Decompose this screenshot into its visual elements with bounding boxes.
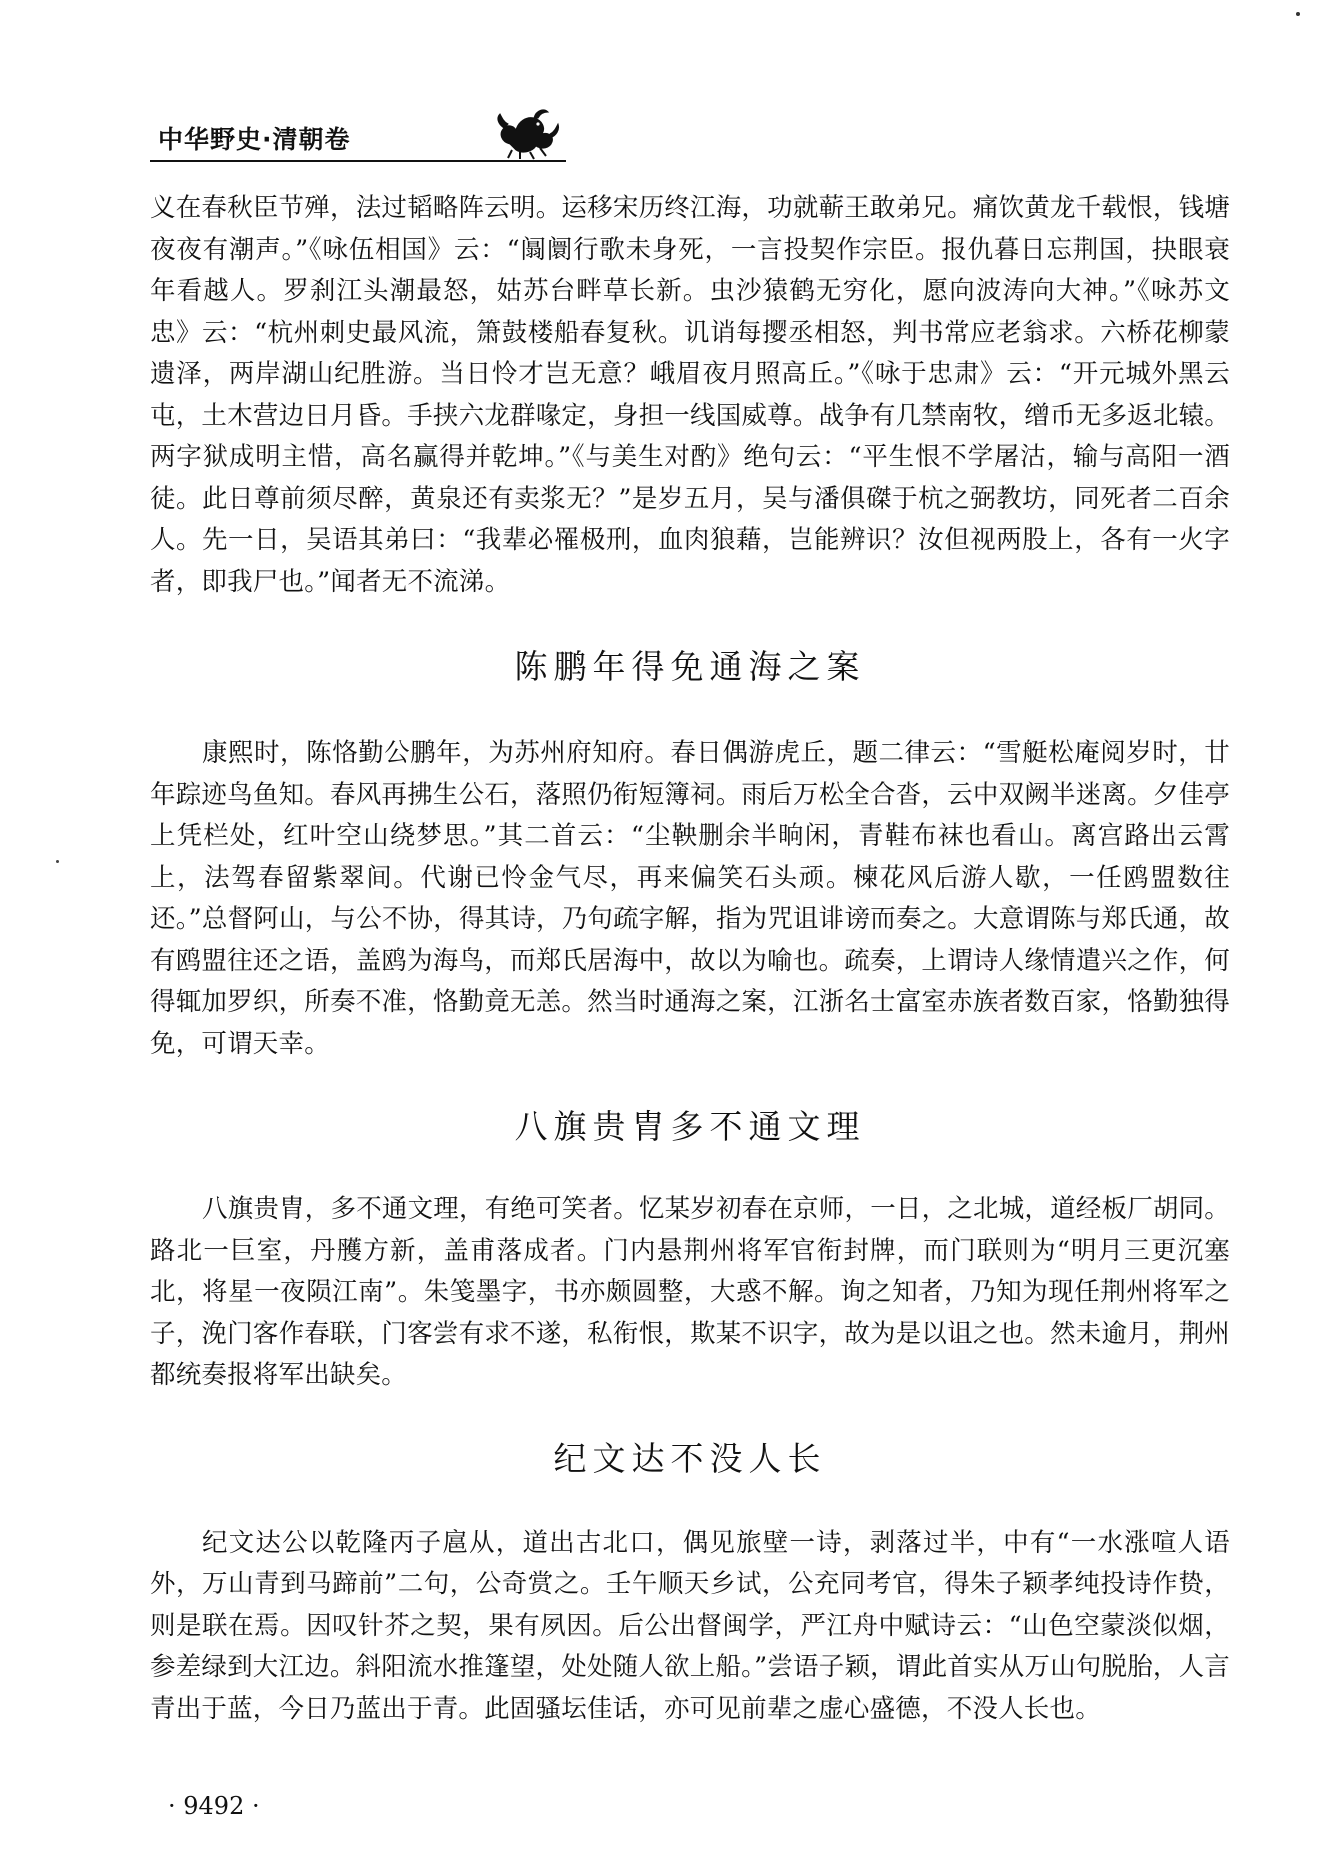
scan-corner-mark (1296, 12, 1300, 16)
page-number: · 9492 · (168, 1792, 260, 1820)
section-title-baqi-guizhou: 八旗贵胄多不通文理 (514, 1107, 866, 1146)
dragon-icon (490, 104, 564, 160)
section-paragraph-chen-pengnian: 康熙时，陈恪勤公鹏年，为苏州府知府。春日偶游虎丘，题二律云：“雪艇松庵阅岁时，廿年踪迹鸟鱼知。春风再拂生公石，落照仍衔短簿祠。雨后万松全合沓，云中双阙半迷离。夕佳亭上凭栏处，红叶空山绕梦思。”其二首云：“尘鞅删余半晌闲，青鞋布袜也看山。离宫路出云霄上，法驾春留紫翠间。代谢已怜金气尽，再来偏笑石头顽。楝花风后游人歇，一任鸥盟数往还。”总督阿山，与公不协，得其诗，乃句疏字解，指为咒诅诽谤而奏之。大意谓陈与郑氏通，故有鸥盟往还之语，盖鸥为海鸟，而郑氏居海中，故以为喻也。疏奏，上谓诗人缘情遣兴之作，何得辄加罗织，所奏不准，恪勤竟无恙。然当时通海之案，江浙名士富室赤族者数百家，恪勤独得免，可谓天幸。 (150, 738, 1230, 1059)
section-paragraph-ji-wenda: 纪文达公以乾隆丙子扈从，道出古北口，偶见旅壁一诗，剥落过半，中有“一水涨喧人语外，万山青到马蹄前”二句，公奇赏之。壬午顺天乡试，公充同考官，得朱子颖孝纯投诗作贽，则是联在焉。因叹针芥之契，果有夙因。后公出督闽学，严江舟中赋诗云：“山色空蒙淡似烟，参差绿到大江边。斜阳流水推篷望，处处随人欲上船。”尝语子颖，谓此首实从万山句脱胎，人言青出于蓝，今日乃蓝出于青。此固骚坛佳话，亦可见前辈之虚心盛德，不没人长也。 (150, 1527, 1230, 1724)
section-title-chen-pengnian: 陈鹏年得免通海之案 (514, 647, 866, 686)
scan-speck (56, 860, 59, 863)
section-paragraph-baqi-guizhou: 八旗贵胄，多不通文理，有绝可笑者。忆某岁初春在京师，一日，之北城，道经板厂胡同。路北一巨室，丹雘方新，盖甫落成者。门内悬荆州将军官衔封牌，而门联则为“明月三更沉塞北，将星一夜陨江南”。朱笺墨字，书亦颇圆整，大惑不解。询之知者，乃知为现任荆州将军之子，浼门客作春联，门客尝有求不遂，私衔恨，欺某不识字，故为是以诅之也。然未逾月，荆州都统奏报将军出缺矣。 (150, 1194, 1231, 1390)
page-body (150, 188, 1230, 1730)
continued-paragraph: 义在春秋臣节殚，法过韬略阵云明。运移宋历终江海，功就蕲王敢弟兄。痛饮黄龙千载恨，钱塘夜夜有潮声。”《咏伍相国》云：“阘阛行歌未身死，一言投契作宗臣。报仇暮日忘荆国，抉眼衰年看越人。罗刹江头潮最怒，姑苏台畔草长新。虫沙猿鹤无穷化，愿向波涛向大神。”《咏苏文忠》云：“杭州刺史最风流，箫鼓楼船春复秋。讥诮每撄丞相怒，判书常应老翁求。六桥花柳蒙遗泽，两岸湖山纪胜游。当日怜才岂无意？峨眉夜月照高丘。”《咏于忠肃》云：“开元城外黑云屯，土木营边日月昏。手挟六龙群喙定，身担一线国威尊。战争有几禁南牧，缯币无多返北辕。两字狱成明主惜，高名赢得并乾坤。”《与美生对酌》绝句云：“平生恨不学屠沽，输与高阳一酒徒。此日尊前须尽醉，黄泉还有卖浆无？”是岁五月，吴与潘俱磔于杭之弼教坊，同死者二百余人。先一日，吴语其弟曰：“我辈必罹极刑，血肉狼藉，岂能辨识？汝但视两股上，各有一火字者，即我尸也。”闻者无不流涕。 (150, 193, 1230, 597)
book-title: 中华野史·清朝卷 (158, 125, 351, 154)
section-title-ji-wenda: 纪文达不没人长 (553, 1438, 827, 1478)
header-rule (150, 160, 566, 162)
running-header (150, 100, 566, 164)
